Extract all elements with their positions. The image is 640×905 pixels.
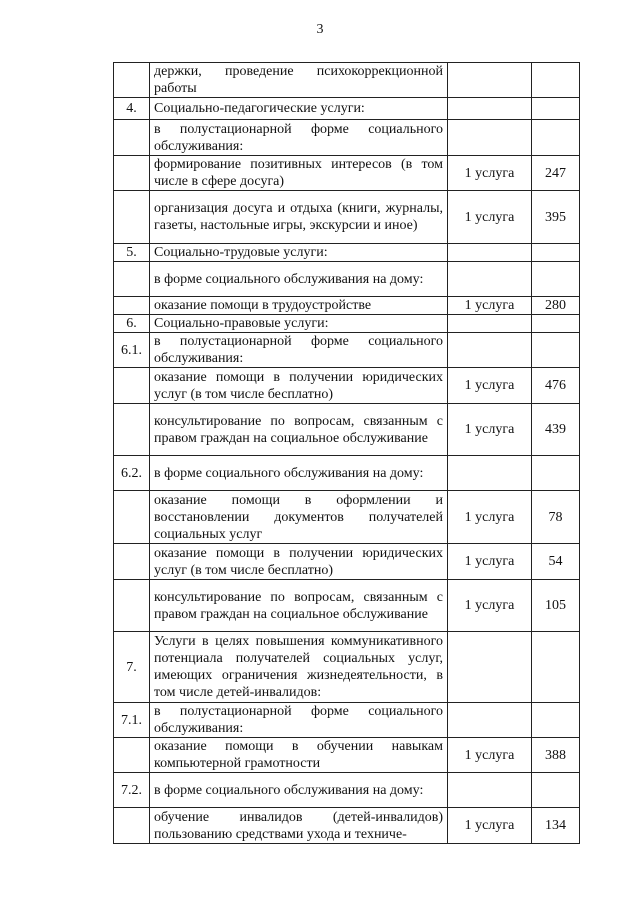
service-name: в форме социального обслуживания на дому: bbox=[150, 262, 448, 297]
service-name: формирование позитивных интересов (в том числе в сфере досуга) bbox=[150, 156, 448, 191]
service-unit bbox=[448, 632, 532, 703]
service-price bbox=[532, 315, 580, 333]
service-name: в форме социального обслуживания на дому: bbox=[150, 773, 448, 808]
row-number bbox=[114, 120, 150, 156]
service-price bbox=[532, 703, 580, 738]
row-number bbox=[114, 191, 150, 244]
table-row bbox=[114, 98, 580, 120]
service-price: 105 bbox=[532, 580, 580, 632]
service-unit bbox=[448, 120, 532, 156]
service-name: Услуги в целях повышения коммуникативного потенциала получателей социальных услуг, имеющих ограничения жизнедеятельности, в том числе детей-инвалидов: bbox=[150, 632, 448, 703]
service-unit bbox=[448, 333, 532, 368]
service-unit: 1 услуга bbox=[448, 544, 532, 580]
row-number bbox=[114, 297, 150, 315]
service-price: 280 bbox=[532, 297, 580, 315]
row-number: 5. bbox=[114, 244, 150, 262]
service-unit: 1 услуга bbox=[448, 808, 532, 844]
service-unit: 1 услуга bbox=[448, 491, 532, 544]
service-unit bbox=[448, 456, 532, 491]
service-price: 395 bbox=[532, 191, 580, 244]
service-unit bbox=[448, 98, 532, 120]
service-unit: 1 услуга bbox=[448, 191, 532, 244]
service-unit: 1 услуга bbox=[448, 156, 532, 191]
table-row bbox=[114, 703, 580, 738]
row-number bbox=[114, 580, 150, 632]
service-name: организация досуга и отдыха (книги, журналы, газеты, настольные игры, экскурсии и иное) bbox=[150, 191, 448, 244]
table-row bbox=[114, 632, 580, 703]
row-number bbox=[114, 368, 150, 404]
service-name: обучение инвалидов (детей-инвалидов) пользованию средствами ухода и техниче- bbox=[150, 808, 448, 844]
service-unit: 1 услуга bbox=[448, 580, 532, 632]
service-price bbox=[532, 98, 580, 120]
service-name: держки, проведение психокоррекционной работы bbox=[150, 63, 448, 98]
service-price: 247 bbox=[532, 156, 580, 191]
service-price: 78 bbox=[532, 491, 580, 544]
table-row bbox=[114, 544, 580, 580]
row-number bbox=[114, 63, 150, 98]
table-row bbox=[114, 773, 580, 808]
service-price bbox=[532, 120, 580, 156]
table-row bbox=[114, 368, 580, 404]
service-name: в полустационарной форме социального обслуживания: bbox=[150, 333, 448, 368]
service-unit: 1 услуга bbox=[448, 297, 532, 315]
service-price: 439 bbox=[532, 404, 580, 456]
page-number: 3 bbox=[316, 22, 324, 37]
service-name: оказание помощи в получении юридических услуг (в том числе бесплатно) bbox=[150, 368, 448, 404]
table-row bbox=[114, 333, 580, 368]
row-number bbox=[114, 738, 150, 773]
service-price bbox=[532, 456, 580, 491]
row-number: 4. bbox=[114, 98, 150, 120]
service-unit bbox=[448, 244, 532, 262]
table-row bbox=[114, 156, 580, 191]
service-name: оказание помощи в обучении навыкам компьютерной грамотности bbox=[150, 738, 448, 773]
service-unit: 1 услуга bbox=[448, 368, 532, 404]
service-price bbox=[532, 63, 580, 98]
table-row bbox=[114, 404, 580, 456]
service-unit bbox=[448, 262, 532, 297]
service-unit bbox=[448, 703, 532, 738]
service-name: Социально-трудовые услуги: bbox=[150, 244, 448, 262]
row-number bbox=[114, 491, 150, 544]
service-unit: 1 услуга bbox=[448, 404, 532, 456]
service-unit bbox=[448, 315, 532, 333]
service-name: консультирование по вопросам, связанным с правом граждан на социальное обслуживание bbox=[150, 404, 448, 456]
service-price: 54 bbox=[532, 544, 580, 580]
service-price bbox=[532, 632, 580, 703]
row-number: 6. bbox=[114, 315, 150, 333]
service-name: оказание помощи в получении юридических услуг (в том числе бесплатно) bbox=[150, 544, 448, 580]
table-row bbox=[114, 262, 580, 297]
table-row bbox=[114, 456, 580, 491]
row-number: 7.2. bbox=[114, 773, 150, 808]
service-name: оказание помощи в трудоустройстве bbox=[150, 297, 448, 315]
table-row bbox=[114, 63, 580, 98]
table-row bbox=[114, 808, 580, 844]
table-row bbox=[114, 297, 580, 315]
row-number bbox=[114, 262, 150, 297]
service-unit bbox=[448, 63, 532, 98]
services-tariff-table bbox=[113, 62, 580, 844]
table-row bbox=[114, 191, 580, 244]
row-number: 7.1. bbox=[114, 703, 150, 738]
row-number: 7. bbox=[114, 632, 150, 703]
row-number: 6.2. bbox=[114, 456, 150, 491]
service-name: Социально-педагогические услуги: bbox=[150, 98, 448, 120]
table-row bbox=[114, 738, 580, 773]
service-name: в полустационарной форме социального обслуживания: bbox=[150, 703, 448, 738]
row-number bbox=[114, 808, 150, 844]
row-number bbox=[114, 544, 150, 580]
service-price bbox=[532, 244, 580, 262]
service-price bbox=[532, 773, 580, 808]
service-name: консультирование по вопросам, связанным с правом граждан на социальное обслуживание bbox=[150, 580, 448, 632]
row-number bbox=[114, 404, 150, 456]
service-name: оказание помощи в оформлении и восстановлении документов получателей социальных услуг bbox=[150, 491, 448, 544]
table-row bbox=[114, 120, 580, 156]
service-name: в форме социального обслуживания на дому: bbox=[150, 456, 448, 491]
row-number: 6.1. bbox=[114, 333, 150, 368]
service-price bbox=[532, 262, 580, 297]
table-row bbox=[114, 315, 580, 333]
table-row bbox=[114, 491, 580, 544]
service-unit bbox=[448, 773, 532, 808]
service-unit: 1 услуга bbox=[448, 738, 532, 773]
service-name: в полустационарной форме социального обслуживания: bbox=[150, 120, 448, 156]
table-row bbox=[114, 580, 580, 632]
table-row bbox=[114, 244, 580, 262]
row-number bbox=[114, 156, 150, 191]
service-price bbox=[532, 333, 580, 368]
service-price: 134 bbox=[532, 808, 580, 844]
service-price: 388 bbox=[532, 738, 580, 773]
service-name: Социально-правовые услуги: bbox=[150, 315, 448, 333]
service-price: 476 bbox=[532, 368, 580, 404]
